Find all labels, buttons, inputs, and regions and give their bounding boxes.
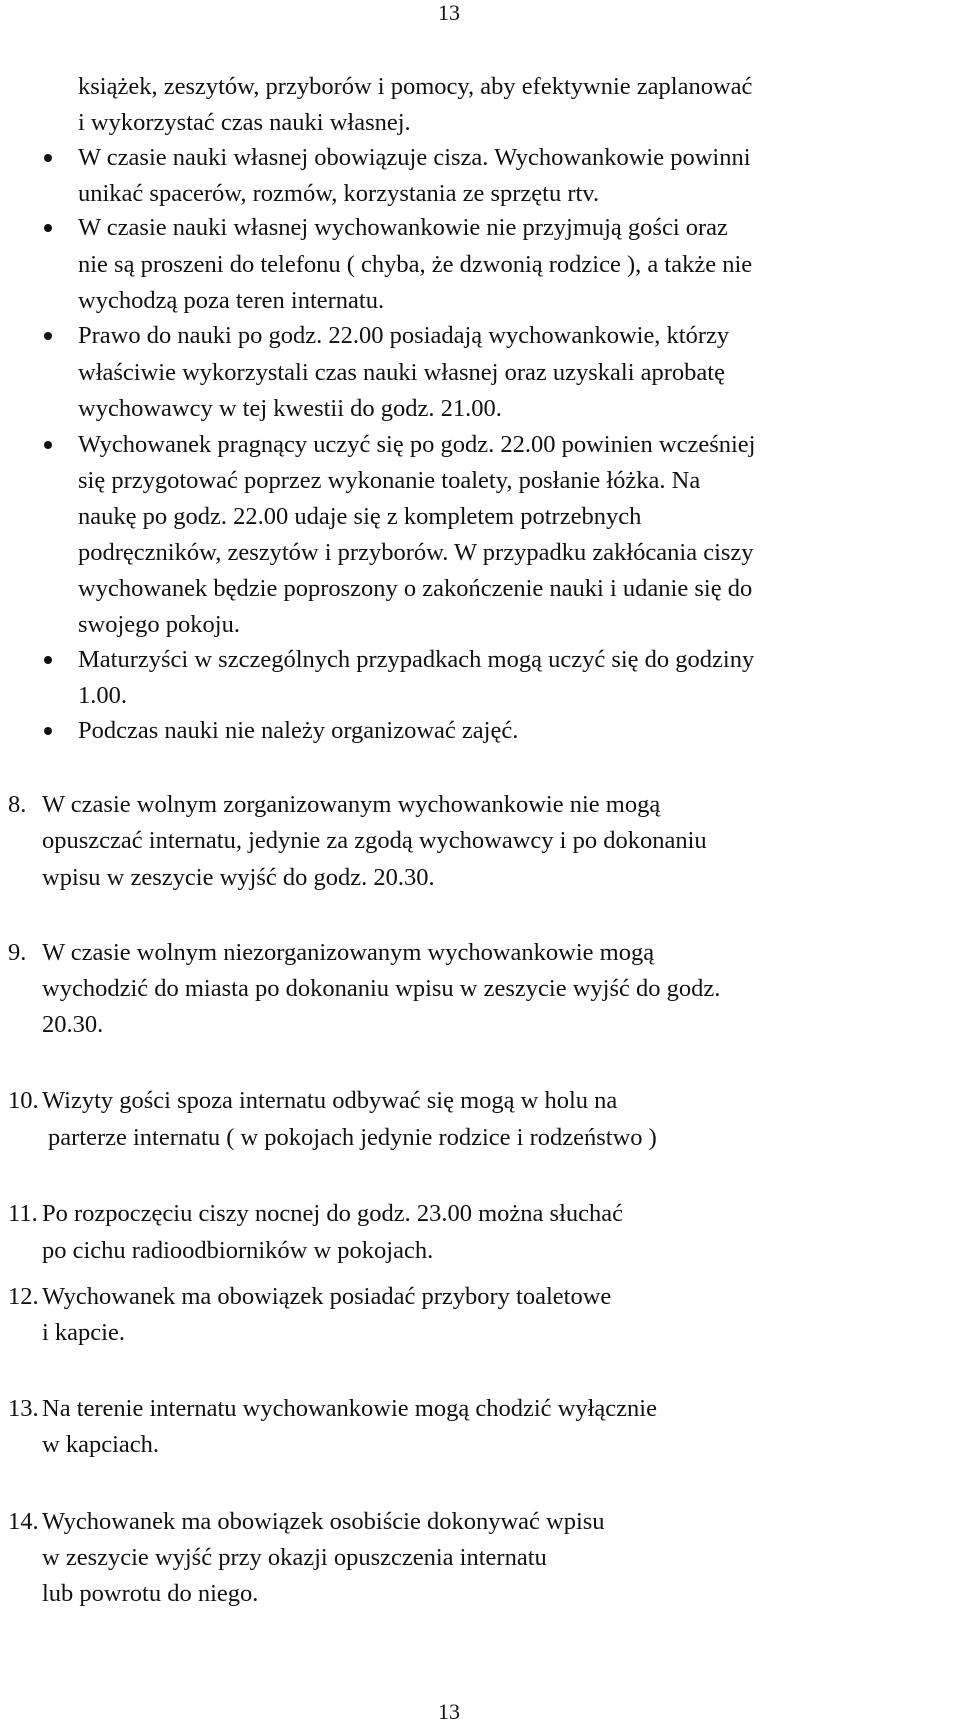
page-number-bottom: 13 [438,1699,460,1724]
text-line: swojego pokoju. [78,611,240,638]
text-line: wychowanek będzie poproszony o zakończenie nauki i udanie się do [78,575,753,602]
text-line: podręczników, zeszytów i przyborów. W przypadku zakłócania ciszy [78,539,754,566]
text-line: Maturzyści w szczególnych przypadkach mogą uczyć się do godziny [78,646,755,673]
text-line: wychodzą poza teren internatu. [78,287,385,314]
item-number: 12. [8,1283,39,1310]
text-line: W czasie wolnym niezorganizowanym wychowankowie mogą [42,939,655,966]
text-line: książek, zeszytów, przyborów i pomocy, aby efektywnie zaplanować [78,73,753,100]
text-line: unikać spacerów, rozmów, korzystania ze sprzętu rtv. [78,180,600,207]
item-number: 14. [8,1508,39,1535]
text-line: lub powrotu do niego. [42,1580,259,1607]
text-line: opuszczać internatu, jedynie za zgodą wychowawcy i po dokonaniu [42,827,707,854]
text-line: Podczas nauki nie należy organizować zajęć. [78,717,519,744]
text-line: parterze internatu ( w pokojach jedynie rodzice i rodzeństwo ) [48,1124,657,1151]
item-number: 9. [8,939,27,966]
bullet-icon [44,224,52,232]
text-line: nie są proszeni do telefonu ( chyba, że dzwonią rodzice ), a także nie [78,251,753,278]
text-line: 20.30. [42,1011,104,1038]
text-line: Na terenie internatu wychowankowie mogą chodzić wyłącznie [42,1395,657,1422]
bullet-icon [44,441,52,449]
text-line: Wizyty gości spoza internatu odbywać się mogą w holu na [42,1087,618,1114]
bullet-icon [44,727,52,735]
text-line: 1.00. [78,682,127,709]
text-line: Po rozpoczęciu ciszy nocnej do godz. 23.00 można słuchać [42,1200,624,1227]
page-number-top: 13 [438,0,460,25]
text-line: właściwie wykorzystali czas nauki własnej oraz uzyskali aprobatę [78,359,725,386]
text-line: wychowawcy w tej kwestii do godz. 21.00. [78,395,502,422]
bullet-icon [44,154,52,162]
text-line: naukę po godz. 22.00 udaje się z kompletem potrzebnych [78,503,642,530]
text-line: i kapcie. [42,1319,125,1346]
item-number: 10. [8,1087,39,1114]
item-number: 11. [8,1200,38,1227]
text-line: po cichu radioodbiorników w pokojach. [42,1237,434,1264]
text-line: wychodzić do miasta po dokonaniu wpisu w zeszycie wyjść do godz. [42,975,721,1002]
text-line: W czasie wolnym zorganizowanym wychowankowie nie mogą [42,791,661,818]
text-line: się przygotować poprzez wykonanie toalety, posłanie łóżka. Na [78,467,701,494]
text-line: w kapciach. [42,1431,159,1458]
item-number: 8. [8,791,27,818]
bullet-icon [44,332,52,340]
text-line: w zeszycie wyjść przy okazji opuszczenia internatu [42,1544,547,1571]
text-line: wpisu w zeszycie wyjść do godz. 20.30. [42,864,435,891]
item-number: 13. [8,1395,39,1422]
text-line: i wykorzystać czas nauki własnej. [78,109,411,136]
text-line: Wychowanek pragnący uczyć się po godz. 22.00 powinien wcześniej [78,431,756,458]
text-line: Wychowanek ma obowiązek posiadać przybory toaletowe [42,1283,612,1310]
text-line: W czasie nauki własnej obowiązuje cisza. Wychowankowie powinni [78,144,751,171]
text-line: Wychowanek ma obowiązek osobiście dokonywać wpisu [42,1508,605,1535]
bullet-icon [44,656,52,664]
text-line: W czasie nauki własnej wychowankowie nie przyjmują gości oraz [78,214,728,241]
text-line: Prawo do nauki po godz. 22.00 posiadają wychowankowie, którzy [78,322,730,349]
